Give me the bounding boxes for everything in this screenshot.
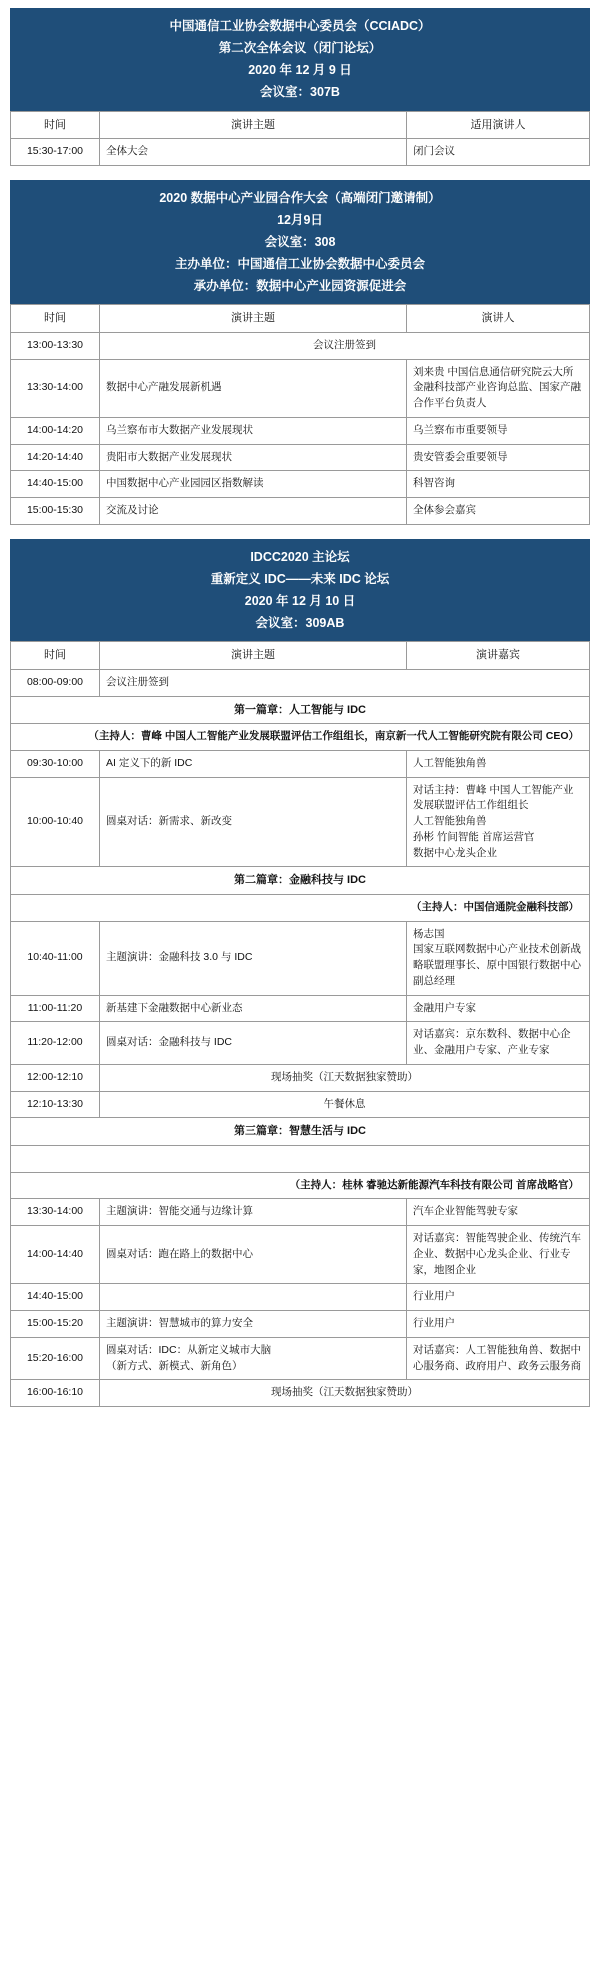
session-host: （主持人：中国信通院金融科技部） [11, 894, 590, 921]
agenda-block [10, 180, 590, 525]
block-header [10, 180, 590, 305]
table-header-row [11, 642, 590, 670]
row-topic: 现场抽奖（江天数据独家赞助） [100, 1064, 590, 1091]
row-time: 10:40-11:00 [11, 921, 100, 995]
row-time: 14:00-14:20 [11, 417, 100, 444]
table-row [11, 894, 590, 921]
row-time: 13:30-14:00 [11, 1199, 100, 1226]
row-topic: 午餐休息 [100, 1091, 590, 1118]
row-topic: 贵阳市大数据产业发展现状 [100, 444, 407, 471]
row-time: 09:30-10:00 [11, 750, 100, 777]
block-header-line: IDCC2020 主论坛 [250, 549, 350, 564]
table-row [11, 139, 590, 166]
table-row [11, 1284, 590, 1311]
row-speaker: 对话嘉宾：人工智能独角兽、数据中心服务商、政府用户、政务云服务商 [407, 1337, 590, 1380]
row-topic: AI 定义下的新 IDC [100, 750, 407, 777]
table-row [11, 1172, 590, 1199]
spacer-cell [11, 1145, 590, 1172]
row-topic: 圆桌对话：跑在路上的数据中心 [100, 1226, 407, 1284]
table-row [11, 417, 590, 444]
agenda-table [10, 641, 590, 1407]
table-row [11, 1091, 590, 1118]
table-row [11, 1022, 590, 1065]
row-topic [100, 1284, 407, 1311]
agenda-block [10, 539, 590, 1407]
row-speaker: 对话嘉宾：京东数科、数据中心企业、金融用户专家、产业专家 [407, 1022, 590, 1065]
row-topic: 主题演讲：金融科技 3.0 与 IDC [100, 921, 407, 995]
block-header-line: 会议室：308 [264, 235, 336, 249]
row-speaker: 对话主持：曹峰 中国人工智能产业发展联盟评估工作组组长 人工智能独角兽 孙彬 竹间智能 首席运营官 数据中心龙头企业 [407, 777, 590, 867]
section-title: 第三篇章：智慧生活与 IDC [11, 1118, 590, 1146]
row-speaker: 杨志国 国家互联网数据中心产业技术创新战略联盟理事长、原中国银行数据中心副总经理 [407, 921, 590, 995]
table-row [11, 1337, 590, 1380]
column-header: 演讲主题 [100, 111, 407, 139]
column-header: 演讲人 [407, 305, 590, 333]
row-speaker: 行业用户 [407, 1311, 590, 1338]
block-header-line: 2020 年 12 月 9 日 [248, 63, 352, 78]
row-speaker: 人工智能独角兽 [407, 750, 590, 777]
column-header: 适用演讲人 [407, 111, 590, 139]
row-time: 14:00-14:40 [11, 1226, 100, 1284]
table-header-row [11, 305, 590, 333]
row-topic: 会议注册签到 [100, 669, 590, 696]
row-topic: 全体大会 [100, 139, 407, 166]
row-time: 14:40-15:00 [11, 471, 100, 498]
column-header: 时间 [11, 642, 100, 670]
row-time: 14:40-15:00 [11, 1284, 100, 1311]
block-header-line: 第二次全体会议（闭门论坛） [218, 41, 382, 56]
table-row [11, 669, 590, 696]
table-row [11, 777, 590, 867]
table-row [11, 471, 590, 498]
block-header-line: 12月9日 [277, 212, 323, 227]
row-time: 15:00-15:20 [11, 1311, 100, 1338]
block-header [10, 8, 590, 111]
row-time: 11:00-11:20 [11, 995, 100, 1022]
table-row [11, 995, 590, 1022]
column-header: 演讲主题 [100, 642, 407, 670]
table-row [11, 1145, 590, 1172]
row-time: 16:00-16:10 [11, 1380, 100, 1407]
table-row [11, 696, 590, 724]
row-speaker: 贵安管委会重要领导 [407, 444, 590, 471]
row-topic: 现场抽奖（江天数据独家赞助） [100, 1380, 590, 1407]
table-row [11, 1199, 590, 1226]
agenda-blocks [10, 8, 590, 1407]
session-host: （主持人：桂林 睿驰达新能源汽车科技有限公司 首席战略官） [11, 1172, 590, 1199]
block-header-line: 2020 年 12 月 10 日 [244, 594, 356, 609]
block-header-line: 2020 数据中心产业园合作大会（高端闭门邀请制） [159, 190, 441, 205]
row-topic: 数据中心产融发展新机遇 [100, 359, 407, 417]
section-title: 第二篇章：金融科技与 IDC [11, 867, 590, 895]
row-time: 13:30-14:00 [11, 359, 100, 417]
row-time: 15:00-15:30 [11, 498, 100, 525]
row-topic: 圆桌对话：IDC：从新定义城市大脑 （新方式、新模式、新角色） [100, 1337, 407, 1380]
section-title: 第一篇章：人工智能与 IDC [11, 696, 590, 724]
block-header-line: 中国通信工业协会数据中心委员会（CCIADC） [169, 19, 431, 33]
table-row [11, 867, 590, 895]
row-speaker: 行业用户 [407, 1284, 590, 1311]
table-row [11, 359, 590, 417]
row-time: 11:20-12:00 [11, 1022, 100, 1065]
row-time: 15:20-16:00 [11, 1337, 100, 1380]
block-header [10, 539, 590, 642]
row-speaker: 科智咨询 [407, 471, 590, 498]
agenda-block [10, 8, 590, 166]
block-header-line: 会议室：309AB [255, 616, 345, 631]
row-topic: 圆桌对话：金融科技与 IDC [100, 1022, 407, 1065]
table-row [11, 444, 590, 471]
row-time: 13:00-13:30 [11, 332, 100, 359]
row-topic: 圆桌对话：新需求、新改变 [100, 777, 407, 867]
table-row [11, 921, 590, 995]
agenda-table [10, 304, 590, 525]
row-time: 15:30-17:00 [11, 139, 100, 166]
row-time: 08:00-09:00 [11, 669, 100, 696]
table-row [11, 498, 590, 525]
row-speaker: 乌兰察布市重要领导 [407, 417, 590, 444]
row-time: 10:00-10:40 [11, 777, 100, 867]
block-header-line: 重新定义 IDC——未来 IDC 论坛 [210, 572, 390, 586]
column-header: 时间 [11, 111, 100, 139]
row-topic: 新基建下金融数据中心新业态 [100, 995, 407, 1022]
row-speaker: 对话嘉宾：智能驾驶企业、传统汽车企业、数据中心龙头企业、行业专家，地图企业 [407, 1226, 590, 1284]
row-topic: 乌兰察布市大数据产业发展现状 [100, 417, 407, 444]
row-topic: 中国数据中心产业园园区指数解读 [100, 471, 407, 498]
row-speaker: 全体参会嘉宾 [407, 498, 590, 525]
row-speaker: 刘来贵 中国信息通信研究院云大所金融科技部产业咨询总监、国家产融合作平台负责人 [407, 359, 590, 417]
table-row [11, 1118, 590, 1146]
table-row [11, 332, 590, 359]
column-header: 演讲嘉宾 [407, 642, 590, 670]
row-topic: 会议注册签到 [100, 332, 590, 359]
table-row [11, 1064, 590, 1091]
row-topic: 交流及讨论 [100, 498, 407, 525]
block-header-line: 会议室：307B [260, 85, 340, 100]
block-header-line: 主办单位：中国通信工业协会数据中心委员会 [174, 257, 425, 272]
block-header-line: 承办单位：数据中心产业园资源促进会 [193, 279, 407, 294]
row-time: 12:10-13:30 [11, 1091, 100, 1118]
row-topic: 主题演讲：智慧城市的算力安全 [100, 1311, 407, 1338]
row-speaker: 闭门会议 [407, 139, 590, 166]
table-row [11, 750, 590, 777]
table-row [11, 724, 590, 751]
table-row [11, 1226, 590, 1284]
agenda-table [10, 111, 590, 166]
table-header-row [11, 111, 590, 139]
column-header: 时间 [11, 305, 100, 333]
row-time: 12:00-12:10 [11, 1064, 100, 1091]
row-speaker: 汽车企业智能驾驶专家 [407, 1199, 590, 1226]
table-row [11, 1380, 590, 1407]
column-header: 演讲主题 [100, 305, 407, 333]
row-speaker: 金融用户专家 [407, 995, 590, 1022]
session-host: （主持人：曹峰 中国人工智能产业发展联盟评估工作组组长，南京新一代人工智能研究院有限公司 CEO） [11, 724, 590, 751]
row-topic: 主题演讲：智能交通与边缘计算 [100, 1199, 407, 1226]
table-row [11, 1311, 590, 1338]
row-time: 14:20-14:40 [11, 444, 100, 471]
